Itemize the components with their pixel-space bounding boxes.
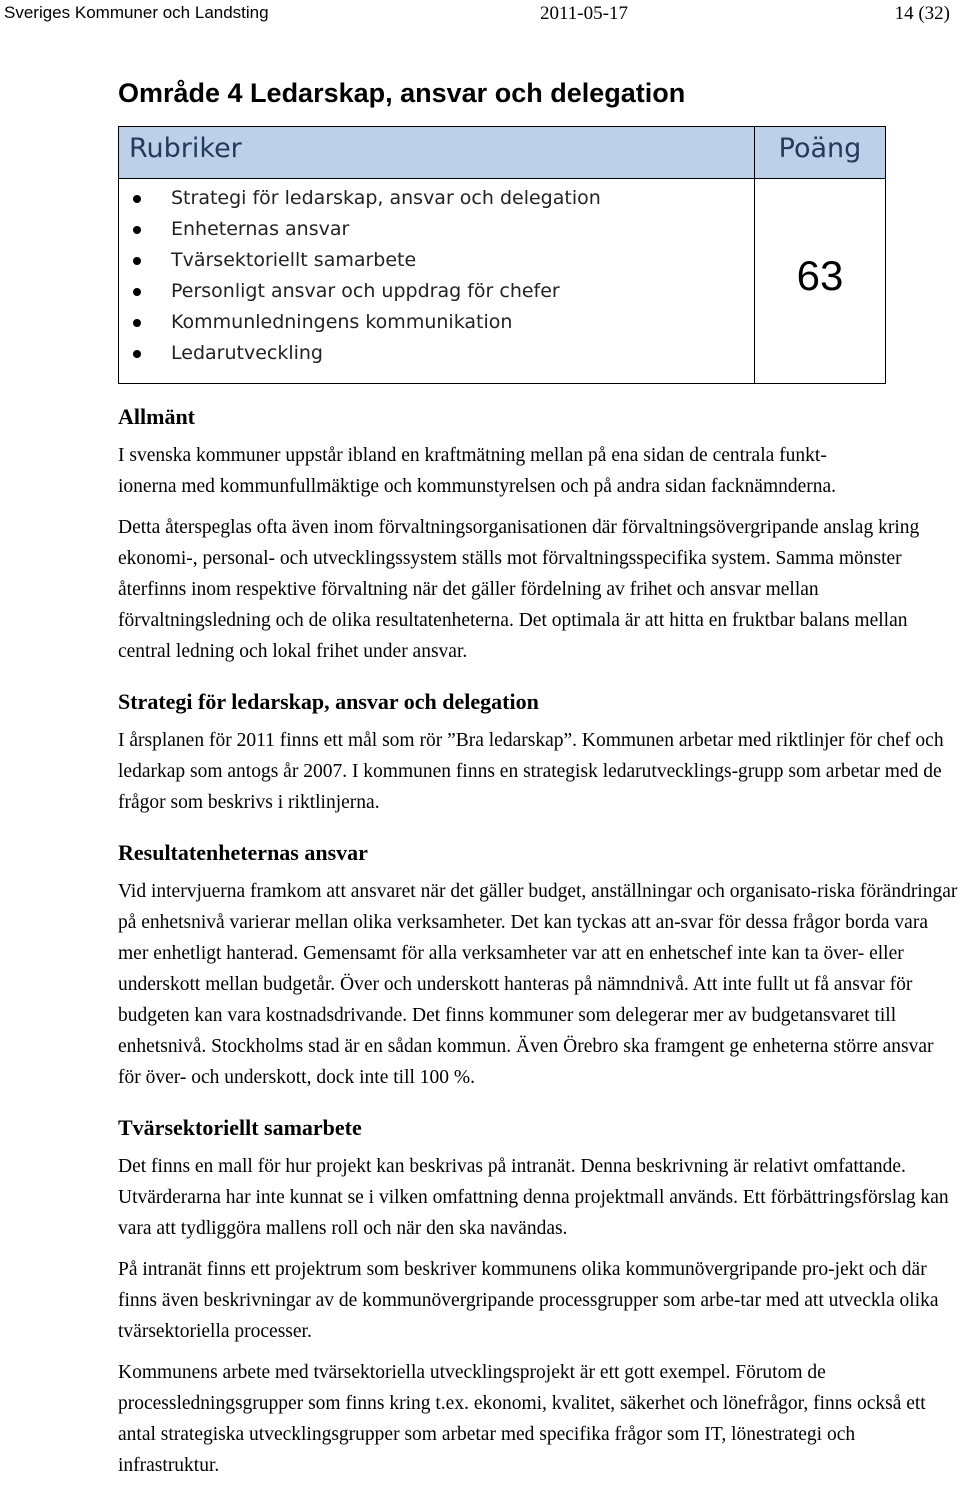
page-header	[0, 0, 960, 28]
topic-label: Kommunledningens kommunikation	[171, 311, 513, 333]
score-table	[118, 126, 886, 384]
bullet-icon	[133, 319, 141, 327]
topic-label: Ledarutveckling	[171, 342, 323, 364]
area-title: Område 4 Ledarskap, ansvar och delegation	[118, 78, 686, 108]
document-date: 2011-05-17	[540, 3, 628, 24]
section-heading-general: Allmänt	[118, 404, 195, 429]
topic-label: Tvärsektoriellt samarbete	[171, 249, 417, 271]
bullet-icon	[133, 195, 141, 203]
bullet-icon	[133, 226, 141, 234]
section-heading-strategy: Strategi för ledarskap, ansvar och delegation	[118, 689, 539, 714]
topic-label: Personligt ansvar och uppdrag för chefer	[171, 280, 560, 302]
topics-cell	[119, 179, 755, 383]
table-header-score: Poäng	[755, 127, 885, 179]
organization-name: Sveriges Kommuner och Landsting	[4, 3, 269, 22]
topic-label: Strategi för ledarskap, ansvar och delegation	[171, 187, 601, 209]
topic-label: Enheternas ansvar	[171, 218, 350, 240]
table-header-topics: Rubriker	[119, 127, 755, 179]
list-item	[119, 338, 754, 369]
strategy-paragraph-1: I årsplanen för 2011 finns ett mål som rör ”Bra ledarskap”. Kommunen arbetar med riktlinjer för chef och ledarkap som antogs år 2007. I kommunen finns en strategisk ledarutvecklings-grupp som arbetar med de frågor som beskrivs i riktlinjerna.	[118, 730, 944, 813]
list-item	[119, 183, 754, 214]
page-number: 14 (32)	[894, 3, 950, 24]
list-item	[119, 214, 754, 245]
document-body	[118, 400, 960, 1481]
topics-list	[119, 179, 754, 369]
cross-sector-paragraph-2: På intranät finns ett projektrum som beskriver kommunens olika kommunövergripande pro-jekt och där finns även beskrivningar av de kommunövergripande processgrupper som arbe-tar med att utveckla olika tvärsektoriella processer.	[118, 1259, 939, 1342]
cross-sector-paragraph-3: Kommunens arbete med tvärsektoriella utvecklingsprojekt är ett gott exempel. Förutom de processledningsgrupper som finns kring t.ex. ekonomi, kvalitet, säkerhet och lönefrågor, finns också ett antal strategiska utvecklingsgrupper som arbetar med specifika frågor som IT, lönestrategi och infrastruktur.	[118, 1362, 926, 1476]
list-item	[119, 276, 754, 307]
section-heading-cross-sector: Tvärsektoriellt samarbete	[118, 1115, 362, 1140]
responsibility-paragraph-1: Vid intervjuerna framkom att ansvaret när det gäller budget, anställningar och organisato-riska förändringar på enhetsnivå varierar mellan olika verksamheter. Det kan tyckas att an-svar för dessa frågor borda vara mer enhetligt hanterad. Gemensamt för alla verksamheter var att en enhetschef inte kan ta över- eller underskott mellan budgetår. Över och underskott hanteras på nämndnivå. Att inte fullt ut få ansvar för budgeten kan vara kostnadsdrivande. Det finns kommuner som delegerar mer av budgetansvaret till enhetsnivå. Stockholms stad är en sådan kommun. Även Örebro ska framgent ge enheterna större ansvar för över- och underskott, dock inte till 100 %.	[118, 881, 958, 1088]
section-heading-responsibility: Resultatenheternas ansvar	[118, 840, 368, 865]
list-item	[119, 307, 754, 338]
bullet-icon	[133, 288, 141, 296]
bullet-icon	[133, 257, 141, 265]
bullet-icon	[133, 350, 141, 358]
general-paragraph-1: I svenska kommuner uppstår ibland en kraftmätning mellan på ena sidan de centrala funkt- ionerna med kommunfullmäktige och kommunstyrelsen och på andra sidan facknämnderna.	[118, 445, 837, 497]
score-value: 63	[796, 252, 844, 299]
general-paragraph-2: Detta återspeglas ofta även inom förvaltningsorganisationen där förvaltningsövergripande anslag kring ekonomi-, personal- och utvecklingssystem ställs mot förvaltningsspecifika system. Samma mönster återfinns inom respektive förvaltning när det gäller fördelning av frihet och ansvar mellan förvaltningsledning och de olika resultatenheterna. Det optimala är att hitta en fruktbar balans mellan central ledning och lokal frihet under ansvar.	[118, 517, 920, 662]
list-item	[119, 245, 754, 276]
cross-sector-paragraph-1: Det finns en mall för hur projekt kan beskrivas på intranät. Denna beskrivning är relativt omfattande. Utvärderarna har inte kunnat se i vilken omfattning denna projektmall används. Ett förbättringsförslag kan vara att tydliggöra mallens roll och när den ska navändas.	[118, 1156, 949, 1239]
